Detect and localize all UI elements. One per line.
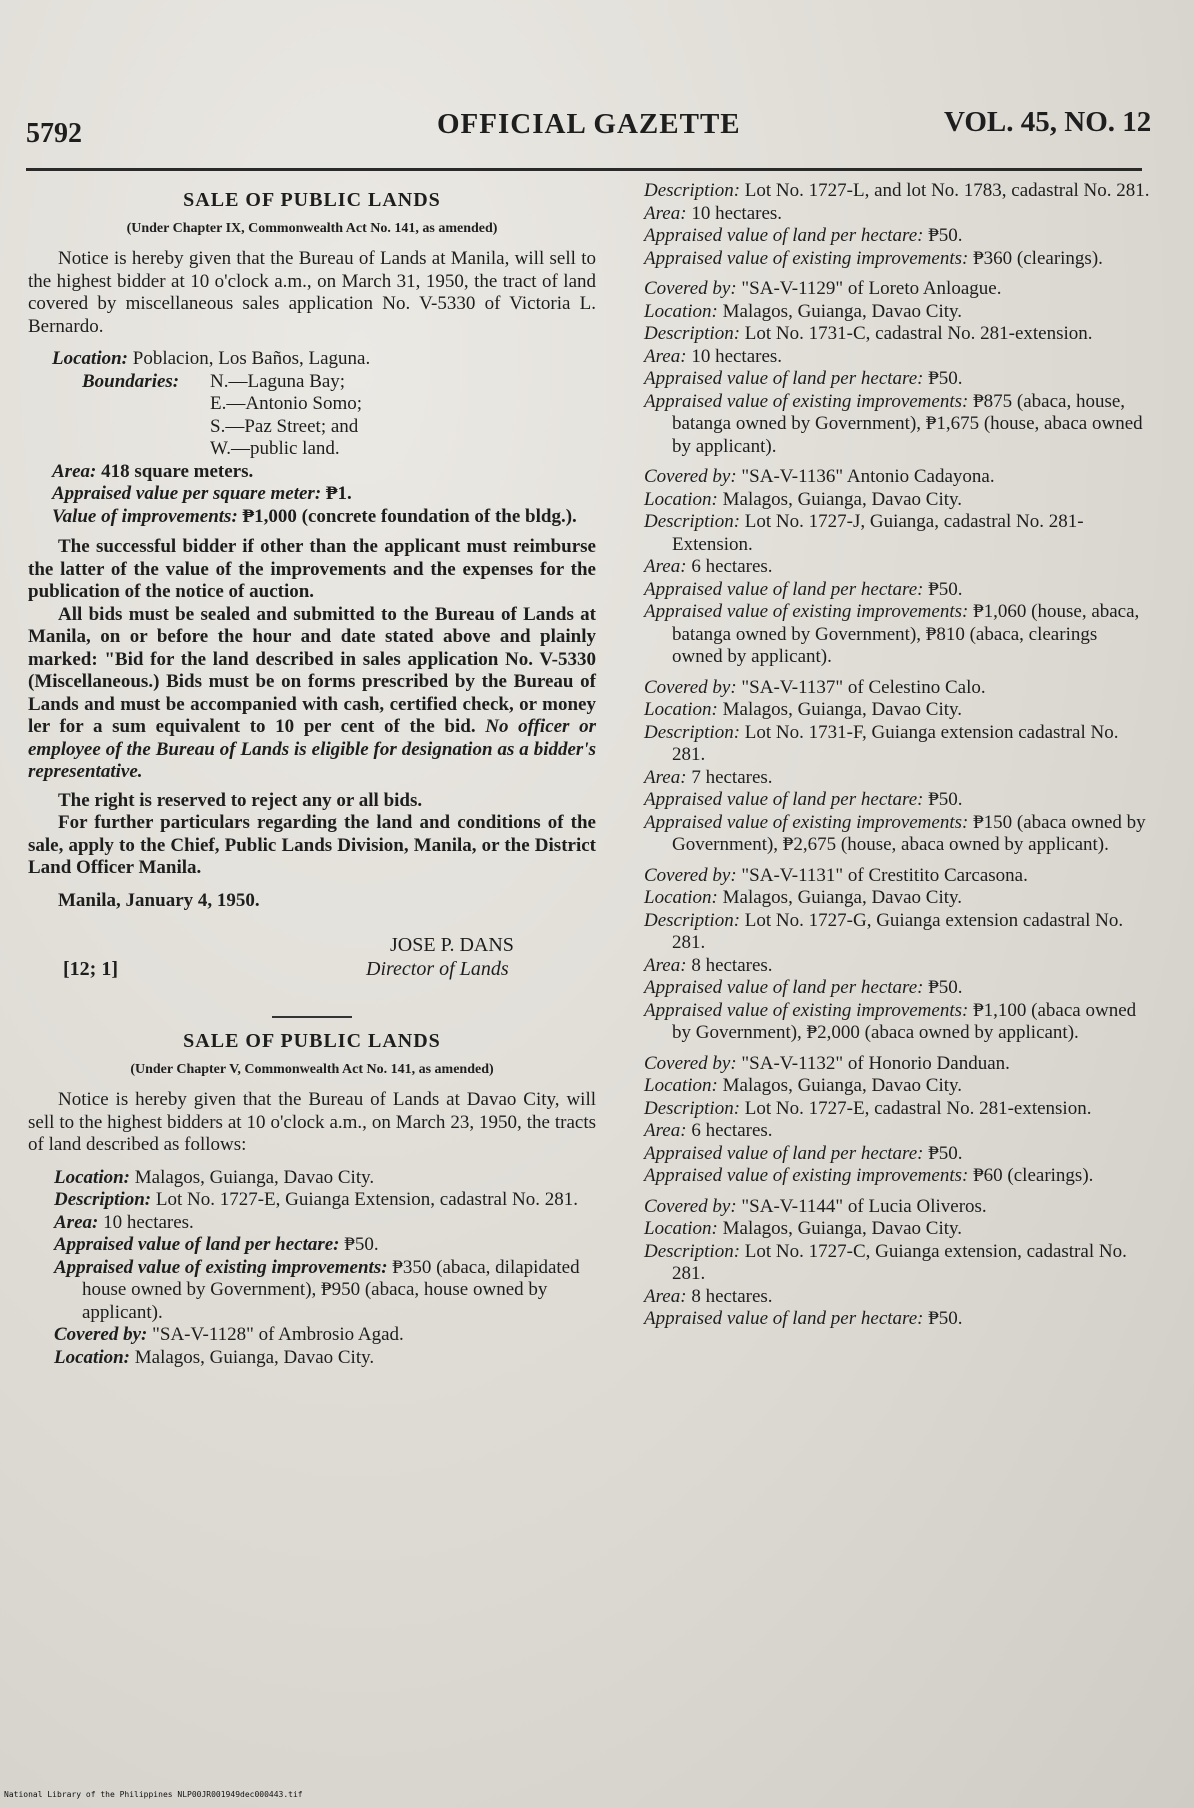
notice1-appraised: Appraised value per square meter: ₱1. (52, 483, 352, 504)
scan-footer: National Library of the Philippines NLP00JR001949dec000443.tif (4, 1790, 303, 1799)
notice1-subtitle: (Under Chapter IX, Commonwealth Act No. 141, as amended) (126, 220, 498, 236)
tract-area: Area: 10 hectares. (644, 345, 783, 367)
signature-block (28, 934, 596, 994)
tract-covered: Covered by: "SA-V-1131" of Crestitito Carcasona. (644, 864, 1028, 886)
tract-area: Area: 8 hectares. (644, 1285, 773, 1307)
tract-entry (644, 1196, 1152, 1331)
left-column (28, 185, 596, 1377)
boundary-east: E.—Antonio Somo; (210, 393, 363, 414)
tract-covered: Covered by: "SA-V-1144" of Lucia Oliveros. (644, 1195, 987, 1217)
tract-covered: Covered by: "SA-V-1132" of Honorio Danduan. (644, 1052, 1010, 1074)
tract-improvements: Appraised value of existing improvements: ₱1,060 (house, abaca, batanga owned by Government), ₱810 (abaca, clearings owned by applicant). (644, 601, 1140, 667)
tract-description: Description: Lot No. 1727-E, Guianga Extension, cadastral No. 281. (54, 1189, 578, 1210)
tract-entry (644, 466, 1152, 669)
notice2-title: SALE OF PUBLIC LANDS (183, 1030, 441, 1052)
notice1-para2: All bids must be sealed and submitted to the Bureau of Lands at Manila, on or before the hour and date stated above and plainly marked: "Bid for the land described in sales application No. V-5330 (Miscellaneous.) Bids must be on forms prescribed by the Bureau of Lands and must be accompanied with cash, certified check, or money ler for a sum equivalent to 10 per cent of the bid. No officer or employee of the Bureau of Lands is eligible for designation as a bidder's representative. (28, 603, 596, 782)
tract-area: Area: 10 hectares. (54, 1211, 194, 1233)
tract-improvements: Appraised value of existing improvements: ₱150 (abaca owned by Government), ₱2,675 (house, abaca owned by applicant). (644, 811, 1146, 855)
tract-appraised: Appraised value of land per hectare: ₱50. (644, 578, 963, 600)
notice1-improvements: Value of improvements: ₱1,000 (concrete foundation of the bldg.). (52, 505, 577, 527)
tract-description: Description: Lot No. 1727-J, Guianga, cadastral No. 281-Extension. (644, 511, 1084, 555)
tract-entry (644, 278, 1152, 458)
gazette-title: OFFICIAL GAZETTE (437, 108, 741, 140)
tract-description: Description: Lot No. 1727-E, cadastral No. 281-extension. (644, 1097, 1092, 1119)
tract-appraised: Appraised value of land per hectare: ₱50. (644, 225, 963, 246)
tract-appraised: Appraised value of land per hectare: ₱50. (644, 1308, 963, 1329)
notice2-intro: Notice is hereby given that the Bureau of Lands at Davao City, will sell to the highest bidders at 10 o'clock a.m., on March 23, 1950, the tracts of land described as follows: (28, 1089, 596, 1155)
notice2-first-tract (28, 1167, 596, 1370)
tract-entry (644, 1053, 1152, 1188)
tract-location: Location: Malagos, Guianga, Davao City. (54, 1166, 375, 1188)
notice1-body (28, 536, 596, 912)
tract-covered: Covered by: "SA-V-1129" of Loreto Anloague. (644, 278, 1002, 299)
boundary-north: N.—Laguna Bay; (210, 370, 346, 392)
tract-covered: Covered by: "SA-V-1137" of Celestino Calo. (644, 676, 986, 698)
boundaries-list (210, 371, 362, 461)
right-column (644, 180, 1152, 1339)
tract-description: Description: Lot No. 1727-L, and lot No. 1783, cadastral No. 281. (644, 180, 1150, 201)
header-rule (26, 168, 1142, 171)
tract-covered: Covered by: "SA-V-1136" Antonio Cadayona. (644, 466, 995, 487)
notice1-intro: Notice is hereby given that the Bureau of Lands at Manila, will sell to the highest bidder at 10 o'clock a.m., on March 31, 1950, the tract of land covered by miscellaneous sales application No. V-5330 of Victoria L. Bernardo. (28, 248, 596, 337)
tract-area: Area: 10 hectares. (644, 202, 783, 224)
tract-entry (644, 677, 1152, 857)
issue-code: [12; 1] (63, 958, 118, 980)
tract-description: Description: Lot No. 1727-G, Guianga extension cadastral No. 281. (644, 909, 1124, 953)
notice1-details (28, 348, 596, 528)
tract-improvements: Appraised value of existing improvements: ₱875 (abaca, house, batanga owned by Government), ₱1,675 (house, abaca owned by applicant). (644, 390, 1143, 457)
notice1-para1: The successful bidder if other than the applicant must reimburse the latter of the value of the improvements and the expenses for the publication of the notice of auction. (28, 536, 596, 602)
notice1-date: Manila, January 4, 1950. (58, 889, 260, 911)
tract-description: Description: Lot No. 1727-C, Guianga extension, cadastral No. 281. (644, 1240, 1127, 1284)
volume-number: VOL. 45, NO. 12 (944, 106, 1152, 138)
tract-area: Area: 8 hectares. (644, 954, 773, 976)
tract-location: Location: Malagos, Guianga, Davao City. (644, 1218, 963, 1239)
section-divider (272, 1016, 352, 1018)
tract-location: Location: Malagos, Guianga, Davao City. (644, 1075, 963, 1096)
tract-covered: Covered by: "SA-V-1128" of Ambrosio Agad. (54, 1324, 404, 1345)
tract-description: Description: Lot No. 1731-C, cadastral No. 281-extension. (644, 323, 1093, 344)
boundary-south: S.—Paz Street; and (210, 415, 359, 437)
tract-entry (54, 1167, 596, 1370)
tract-improvements: Appraised value of existing improvements: ₱360 (clearings). (644, 247, 1103, 269)
tract-improvements: Appraised value of existing improvements: ₱1,100 (abaca owned by Government), ₱2,000 (abaca owned by applicant). (644, 999, 1137, 1043)
tract-entry (644, 865, 1152, 1045)
boundary-west: W.—public land. (210, 438, 340, 459)
tract-appraised: Appraised value of land per hectare: ₱50. (644, 977, 963, 998)
tract-improvements: Appraised value of existing improvements: ₱60 (clearings). (644, 1165, 1094, 1186)
notice1-para3: The right is reserved to reject any or all bids. (58, 789, 423, 811)
signer-name: JOSE P. DANS (390, 934, 514, 956)
tract-appraised: Appraised value of land per hectare: ₱50. (644, 1142, 963, 1164)
tract-location: Location: Malagos, Guianga, Davao City. (644, 699, 963, 720)
notice1-area: Area: 418 square meters. (52, 460, 254, 482)
tract-location: Location: Malagos, Guianga, Davao City. (644, 887, 963, 908)
tract-appraised: Appraised value of land per hectare: ₱50. (644, 789, 963, 810)
page-number: 5792 (26, 118, 82, 149)
tract-area: Area: 7 hectares. (644, 766, 773, 788)
notice1-boundaries: Boundaries: N.—Laguna Bay; E.—Antonio Somo; S.—Paz Street; and W.—public land. (82, 370, 363, 459)
notice1-para4: For further particulars regarding the land and conditions of the sale, apply to the Chief, Public Lands Division, Manila, or the District Land Officer Manila. (28, 812, 596, 878)
tract-area: Area: 6 hectares. (644, 556, 773, 577)
notice2-subtitle: (Under Chapter V, Commonwealth Act No. 141, as amended) (130, 1061, 494, 1077)
tract-entry (644, 180, 1152, 270)
tract-appraised: Appraised value of land per hectare: ₱50. (644, 368, 963, 389)
notice1-title: SALE OF PUBLIC LANDS (183, 189, 441, 211)
page-header (0, 0, 1194, 160)
tract-area: Area: 6 hectares. (644, 1120, 773, 1141)
tract-location-2: Location: Malagos, Guianga, Davao City. (54, 1346, 375, 1368)
tract-appraised: Appraised value of land per hectare: ₱50. (54, 1234, 379, 1255)
signer-title: Director of Lands (366, 958, 509, 980)
tract-improvements: Appraised value of existing improvements: ₱350 (abaca, dilapidated house owned by Government), ₱950 (abaca, house owned by applicant). (54, 1256, 580, 1323)
notice1-location: Location: Poblacion, Los Baños, Laguna. (52, 348, 371, 369)
tract-location: Location: Malagos, Guianga, Davao City. (644, 300, 963, 322)
tract-location: Location: Malagos, Guianga, Davao City. (644, 488, 963, 510)
tract-description: Description: Lot No. 1731-F, Guianga extension cadastral No. 281. (644, 721, 1119, 765)
